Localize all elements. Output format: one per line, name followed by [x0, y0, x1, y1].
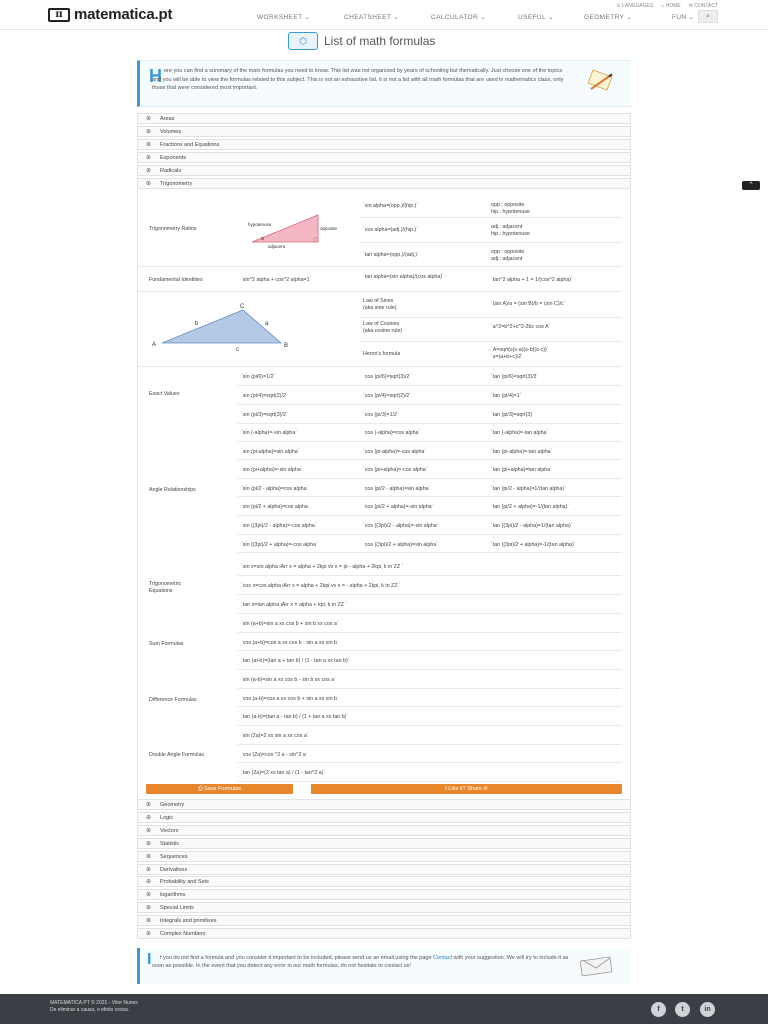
footer-copyright: MATEMATICA.PT © 2021 - Vitor Nunes De eliminar a causa, o efeito cessa. — [50, 1000, 138, 1013]
top-accordion-item[interactable] — [137, 152, 631, 163]
formula-cell: `cos ((3pi)/2 - alpha)=-sin alpha` — [363, 523, 439, 529]
contact-link[interactable]: ✉ CONTACT — [688, 3, 718, 9]
intro-box — [137, 60, 631, 107]
sum-formula: `tan (a+b)=(tan a + tan b) / (1 - tan a xx tan b)` — [241, 658, 350, 664]
sum-label: Sum Formulas — [149, 641, 184, 647]
label-hypotenuse: hypotenuse — [248, 222, 272, 227]
nav-geometry[interactable]: GEOMETRY ⌄ — [584, 14, 633, 21]
accordion-label: Derivatives — [160, 866, 188, 873]
fundamental-label: Fundamental Identities — [149, 277, 203, 283]
formula-box-icon: ⬡ — [288, 32, 318, 50]
ratio-tan-legend: opp.: opposite adj.: adjacent — [491, 249, 525, 262]
exact-label: Exact Values — [149, 391, 180, 397]
fundamental-1: `sin^2 alpha + cos^2 alpha=1` — [241, 277, 312, 283]
intro-dropcap: H — [149, 66, 162, 86]
contact-dropcap: I — [147, 951, 152, 968]
page-title — [288, 32, 435, 50]
formula-cell: `tan (pi/2 - alpha)=1/(tan alpha)` — [491, 485, 566, 492]
double-angle-formula: `cos (2a)=cos ^2 a - sin^2 a` — [241, 751, 308, 758]
expand-icon: ⊕ — [146, 802, 152, 808]
expand-icon: ⊕ — [146, 129, 152, 135]
ratios-label: Trigonometry Ratios — [149, 226, 197, 232]
nav-calculator[interactable]: CALCULATOR ⌄ — [431, 14, 487, 21]
ratio-cos-legend: adj.: adjacent hip.: hypotenuse — [491, 224, 530, 237]
law-sines: `(sin A)/a = (sin B)/b = (sin C)/c` — [491, 301, 566, 307]
bottom-accordion-item[interactable] — [137, 838, 631, 849]
accordion-label: Exponents — [160, 155, 186, 161]
right-triangle-diagram — [244, 210, 354, 250]
expand-icon: ⊕ — [146, 181, 152, 187]
formula-cell: `sin (pi/3)=sqrt(3)/2` — [241, 412, 288, 418]
label-adjacent: adjacent — [268, 244, 286, 249]
accordion-label: Special Limits — [160, 905, 194, 912]
accordion-label: Statistic — [160, 840, 180, 847]
label-opposite: opposite — [320, 226, 338, 231]
expand-icon: ⊕ — [146, 142, 152, 148]
nav-fun[interactable]: FUN ⌄ — [672, 14, 695, 21]
bottom-accordion-item[interactable] — [137, 902, 631, 913]
formula-cell: `cos (pi/4)=sqrt(2)/2` — [363, 393, 412, 399]
twitter-icon[interactable]: t — [675, 1002, 690, 1017]
formula-cell: `cos (pi/6)=sqrt(3)/2` — [363, 374, 412, 380]
formula-cell: `tan (pi/4)=1` — [491, 393, 522, 399]
envelope-icon — [579, 956, 613, 976]
side-a: a — [265, 321, 269, 327]
accordion-label: Geometry — [160, 802, 185, 808]
bottom-accordion-item[interactable] — [137, 812, 631, 823]
nav-cheatsheet[interactable]: CHEATSHEET ⌄ — [344, 14, 400, 21]
accordion-label: Areas — [160, 116, 175, 122]
formula-cell: `tan ((3pi)/2 + alpha)=-1/(tan alpha)` — [491, 541, 576, 548]
bottom-accordion-item[interactable] — [137, 799, 631, 810]
equation-row: `sin x=sin alpha iArr x = alpha + 2kpi vv x = pi - alpha + 2kpi, k in ZZ ` — [241, 564, 404, 570]
accordion-label: Probability and Sets — [160, 879, 209, 886]
sum-formula: `cos (a+b)=cos a xx cos b - sin a xx sin b` — [241, 639, 339, 646]
formula-cell: `sin (pi/2 - alpha)=cos alpha` — [241, 485, 309, 492]
sum-formula: `sin (a+b)=sin a xx cos b + sin b xx cos a` — [241, 621, 339, 627]
accordion-label: Sequences — [160, 853, 188, 860]
expand-icon: ⊕ — [146, 853, 152, 860]
formula-cell: `tan (pi+alpha)=tan alpha` — [491, 467, 552, 474]
equation-row: `cos x=cos alpha iArr x = alpha + 2kpi vv x = - alpha + 2kpi, k in ZZ ` — [241, 583, 401, 589]
difference-formula: `sin (a-b)=sin a xx cos b - sin b xx cos a` — [241, 677, 336, 683]
fundamental-3: `tan^2 alpha + 1 = 1/(cos^2 alpha)` — [491, 277, 573, 283]
accordion-label: Trigonometry — [160, 181, 193, 187]
top-accordion-item[interactable] — [137, 126, 631, 137]
accordion-label: Complex Numbers — [160, 931, 206, 937]
top-header — [0, 0, 768, 30]
accordion-label: Integrals and primitives — [160, 918, 217, 925]
formula-cell: `cos (-alpha)=cos alpha` — [363, 430, 421, 436]
formula-cell: `tan (pi/2 + alpha)=-1/(tan alpha)` — [491, 504, 570, 511]
bottom-accordion-item[interactable] — [137, 915, 631, 926]
bottom-accordion-item[interactable] — [137, 864, 631, 875]
footer — [0, 994, 768, 1024]
heron-label: Heron's formula — [363, 351, 401, 357]
double-label: Double Angle Formulas — [149, 752, 205, 758]
difference-label: Difference Formulas — [149, 697, 197, 703]
formula-cell: `sin ((3pi)/2 - alpha)=-cos alpha` — [241, 523, 317, 529]
expand-icon: ⊕ — [146, 879, 152, 886]
main-nav — [257, 13, 710, 21]
accordion-label: Logic — [160, 814, 174, 821]
bottom-accordion-item[interactable] — [137, 889, 631, 900]
linkedin-icon[interactable]: in — [700, 1002, 715, 1017]
share-button[interactable]: f Like it? Share it! — [311, 784, 622, 794]
side-b: b — [195, 321, 199, 327]
formula-cell: `sin (-alpha)=-sin alpha` — [241, 430, 298, 436]
formula-cell: `cos ((3pi)/2 + alpha)=sin alpha` — [363, 541, 439, 548]
facebook-icon[interactable]: f — [651, 1002, 666, 1017]
formula-cell: `tan (pi/3)=sqrt(3)` — [491, 412, 534, 418]
formula-cell: `cos (pi+alpha)=-cos alpha` — [363, 467, 428, 474]
law-cosines-label: Law of Cosines (aka cosine rule) — [363, 321, 403, 334]
fundamental-2: `tan alpha=(sin alpha)/(cos alpha)` — [363, 274, 444, 280]
trigonometry-panel — [137, 190, 631, 798]
utility-links — [617, 3, 719, 9]
formula-cell: `cos (pi/2 + alpha)=-sin alpha` — [363, 504, 434, 511]
expand-icon: ⊕ — [146, 840, 152, 847]
vertex-b: B — [284, 343, 289, 349]
difference-formula: `cos (a-b)=cos a xx cos b + sin a xx sin b` — [241, 695, 339, 702]
save-formulas-button[interactable]: ⎙ Save Formulas — [146, 784, 293, 794]
vertex-a: A — [152, 342, 157, 348]
difference-formula: `tan (a-b)=(tan a - tan b) / (1 + tan a xx tan b)` — [241, 714, 349, 720]
expand-icon: ⊕ — [146, 116, 152, 122]
equation-row: `tan x=tan alpha iArr x = alpha + kpi, k in ZZ ` — [241, 602, 348, 608]
bottom-accordion-item[interactable] — [137, 825, 631, 836]
page-title-text: List of math formulas — [324, 34, 436, 48]
top-accordion-item[interactable] — [137, 139, 631, 150]
formula-cell: `sin ((3pi)/2 + alpha)=-cos alpha` — [241, 541, 318, 548]
side-c: c — [236, 347, 239, 353]
formula-cell: `sin (pi/4)=sqrt(2)/2` — [241, 393, 288, 399]
contact-page-link[interactable]: Contact — [433, 955, 453, 961]
top-accordion-item[interactable] — [137, 165, 631, 176]
ratio-sin: `sin alpha=(opp.)/(hip.)` — [363, 203, 419, 209]
nav-useful[interactable]: USEFUL ⌄ — [518, 14, 554, 21]
accordion-label: Vectors — [160, 827, 179, 834]
heron-formula: `A=sqrt(s(s-a)(s-b)(s-c))` `s=(a+b+c)/2` — [491, 347, 549, 360]
expand-icon: ⊕ — [146, 814, 152, 821]
abc-triangle-diagram — [148, 303, 298, 353]
ratio-tan: `tan alpha=(opp.)/(adj.)` — [363, 252, 419, 258]
double-angle-formula: `tan (2a)=(2 xx tan a) / (1 - tan^2 a)` — [241, 770, 326, 776]
formula-cell: `tan ((3pi)/2 - alpha)=1/(tan alpha)` — [491, 523, 573, 529]
formula-cell: `tan (pi/6)=sqrt(3)/3` — [491, 374, 539, 380]
double-angle-formula: `sin (2a)=2 xx sin a xx cos a` — [241, 733, 309, 739]
nav-worksheet[interactable]: WORKSHEET ⌄ — [257, 14, 311, 21]
scroll-top-button[interactable]: ⌃ — [742, 181, 760, 190]
expand-icon: ⊕ — [146, 918, 152, 925]
contact-text: f you do not find a formula and you consider it important to be included, please send us an email using the page Contact with your suggestion. We will try to include it as soon as possible. In the event that you detect any error in our math formulas, do not hesitate to contact us! — [152, 955, 569, 969]
law-sines-label: Law of Sines (aka sine rule) — [363, 298, 397, 311]
top-accordion-item[interactable] — [137, 113, 631, 124]
expand-icon: ⊕ — [146, 168, 152, 174]
pi-icon: π — [48, 8, 70, 22]
pencil-ruler-icon — [587, 69, 615, 93]
ratio-cos: `cos alpha=(adj.)/(hip.)` — [363, 227, 418, 233]
formula-cell: `tan (-alpha)=-tan alpha` — [491, 430, 549, 436]
expand-icon: ⊕ — [146, 866, 152, 873]
vertex-c: C — [240, 304, 245, 310]
bottom-accordion-item[interactable] — [137, 851, 631, 862]
equations-label: Trigonometric Equations — [149, 581, 182, 594]
formula-cell: `cos (pi/3)=1/2` — [363, 412, 399, 418]
formula-cell: `cos (pi-alpha)=-cos alpha` — [363, 448, 427, 455]
bottom-accordion-item[interactable] — [137, 876, 631, 887]
home-link[interactable]: ⌂ HOME — [661, 3, 681, 9]
formula-cell: `tan (pi-alpha)=-tan alpha` — [491, 448, 553, 455]
bottom-accordion-item[interactable] — [137, 928, 631, 939]
formula-cell: `sin (pi-alpha)=sin alpha` — [241, 448, 300, 455]
angle-label: Angle Relationships — [149, 487, 196, 493]
formula-cell: `cos (pi/2 - alpha)=sin alpha` — [363, 485, 431, 492]
formula-cell: `sin (pi/2 + alpha)=cos alpha` — [241, 504, 310, 511]
expand-icon: ⊕ — [146, 931, 152, 937]
logo[interactable] — [48, 6, 172, 23]
intro-text: ere you can find a summary of the main formulas you need to know. This list was not organized by years of schooling but thematically. Just choose one of the topics and you will be able to view the formulas related to this subject. This is not an exhaustive list, it is not a list with all math formulas that are used in mathematics class, only those that were considered most important. — [152, 68, 564, 91]
contact-box — [137, 948, 631, 984]
expand-icon: ⊕ — [146, 827, 152, 834]
search-icon[interactable]: ⌕ — [698, 10, 718, 23]
law-cosines: `a^2=b^2+c^2-2bc cos A` — [491, 324, 551, 330]
accordion-label: Fractions and Equations — [160, 142, 220, 148]
logo-text: matematica.pt — [74, 6, 173, 23]
formula-cell: `sin (pi+alpha)=-sin alpha` — [241, 467, 303, 474]
label-alpha: α — [261, 236, 264, 242]
expand-icon: ⊕ — [146, 905, 152, 912]
accordion-label: Volumes — [160, 129, 182, 135]
accordion-label: Radicals — [160, 168, 182, 174]
accordion-label: logarithms — [160, 892, 186, 899]
languages-link[interactable]: ⊙ LANGUAGES — [616, 3, 654, 9]
top-accordion-item[interactable] — [137, 178, 631, 189]
expand-icon: ⊕ — [146, 155, 152, 161]
formula-cell: `sin (pi/6)=1/2` — [241, 374, 276, 380]
expand-icon: ⊕ — [146, 892, 152, 899]
ratio-sin-legend: opp.: opposite hip.: hypotenuse — [491, 202, 530, 215]
